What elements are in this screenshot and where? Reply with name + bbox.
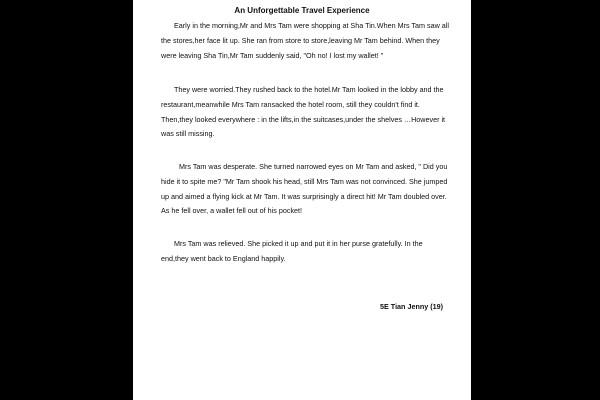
paragraph-3: Mrs Tam was desperate. She turned narrowed eyes on Mr Tam and asked, " Did you hide it to spite me? "Mr Tam shook his head, still Mrs Tam was not convinced. She jumped up and aimed a flying kick at Mr Tam. It was surprisingly a direct hit! Mr Tam doubled over. As he fell over, a wallet fell out of his pocket! <box>161 162 448 216</box>
document-title: An Unforgettable Travel Experience <box>234 6 370 15</box>
paragraph-4: Mrs Tam was relieved. She picked it up and put it in her purse gratefully. In the end,they went back to England happily. <box>161 239 423 263</box>
document-page <box>133 0 471 400</box>
author-signature: 5E Tian Jenny (19) <box>380 302 443 311</box>
paragraph-1: Early in the morning,Mr and Mrs Tam were shopping at Sha Tin.When Mrs Tam saw all the stores,her face lit up. She ran from store to store,leaving Mr Tam behind. When they were leaving Sha Tin,Mr Tam suddenly said, "Oh no! I lost my wallet! " <box>161 21 449 60</box>
paragraph-2: They were worried.They rushed back to the hotel.Mr Tam looked in the lobby and the restaurant,meanwhile Mrs Tam ransacked the hotel room, still they couldn't find it. Then,they looked everywhere : in the lifts,in the suitcases,under the shelves …However it was still missing. <box>161 85 446 139</box>
